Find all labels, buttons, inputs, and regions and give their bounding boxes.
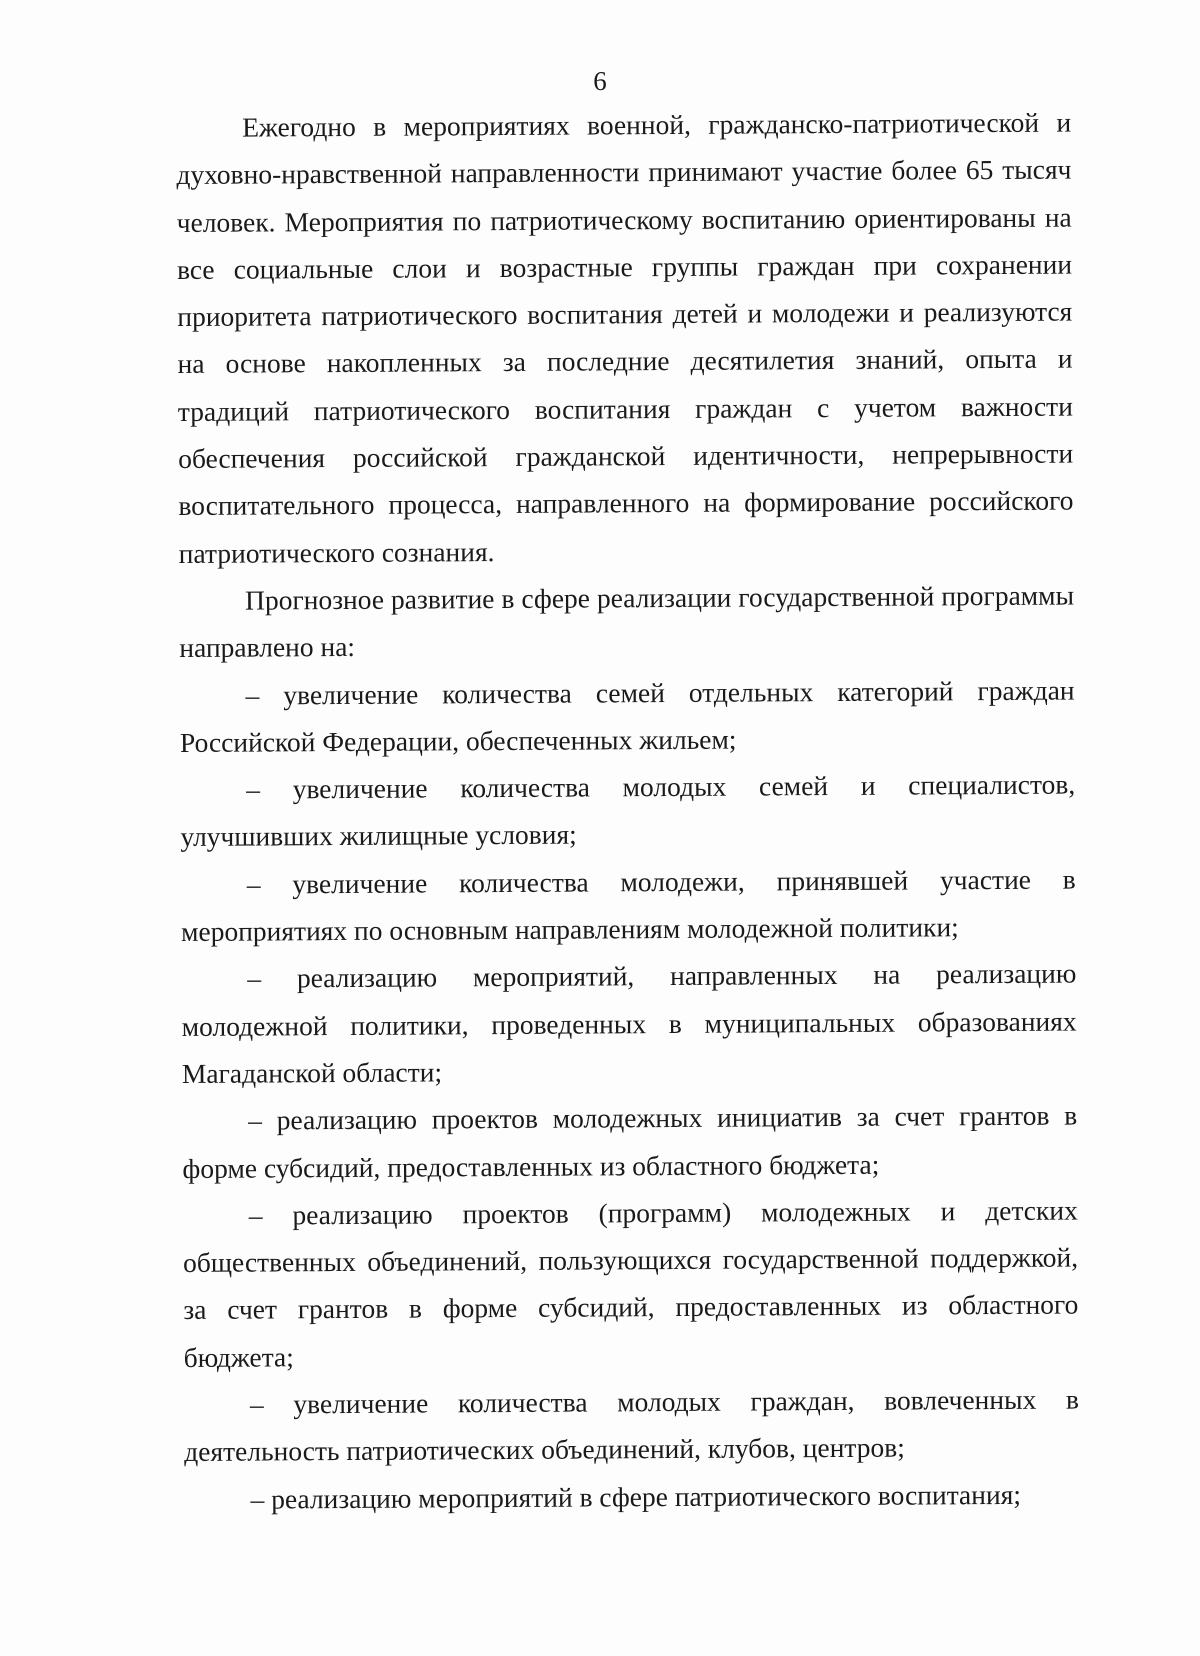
list-item: – увеличение количества молодых граждан, вовлеченных в деятельность патриотических объединений, клубов, центров; [184, 1383, 1080, 1468]
list-item: – реализацию проектов молодежных инициатив за счет грантов в форме субсидий, предоставленных из областного бюджета; [182, 1099, 1078, 1184]
list-item: – реализацию проектов (программ) молодежных и детских общественных объединений, пользующихся государственной поддержкой, за счет грантов в форме субсидий, предоставленных из областного бюджета; [182, 1194, 1079, 1373]
list-item: – реализацию мероприятий, направленных на реализацию молодежной политики, проведенных в муниципальных образованиях Магаданской области; [181, 957, 1077, 1089]
page-number: 6 [593, 66, 607, 96]
forecast-paragraph: Прогнозное развитие в сфере реализации государственной программы направлено на: [179, 579, 1075, 664]
intro-paragraph: Ежегодно в мероприятиях военной, гражданско-патриотической и духовно-нравственной направленности принимают участие более 65 тысяч человек. Мероприятия по патриотическому воспитанию ориентированы на все социальные слои и возрастные группы граждан при сохранении приоритета патриотического воспитания детей и молодежи и реализуются на основе накопленных за последние десятилетия знаний, опыта и традиций патриотического воспитания граждан с учетом важности обеспечения российской гражданской идентичности, непрерывности воспитательного процесса, направленного на формирование российского патриотического сознания. [176, 106, 1074, 569]
list-item: – реализацию мероприятий в сфере патриотического воспитания; [250, 1478, 1022, 1515]
document-body [176, 99, 1080, 1523]
list-item: – увеличение количества молодых семей и специалистов, улучшивших жилищные условия; [180, 768, 1076, 853]
list-item: – увеличение количества молодежи, принявшей участие в мероприятиях по основным направлениям молодежной политики; [180, 863, 1076, 948]
list-item: – увеличение количества семей отдельных категорий граждан Российской Федерации, обеспеченных жильем; [179, 674, 1075, 758]
